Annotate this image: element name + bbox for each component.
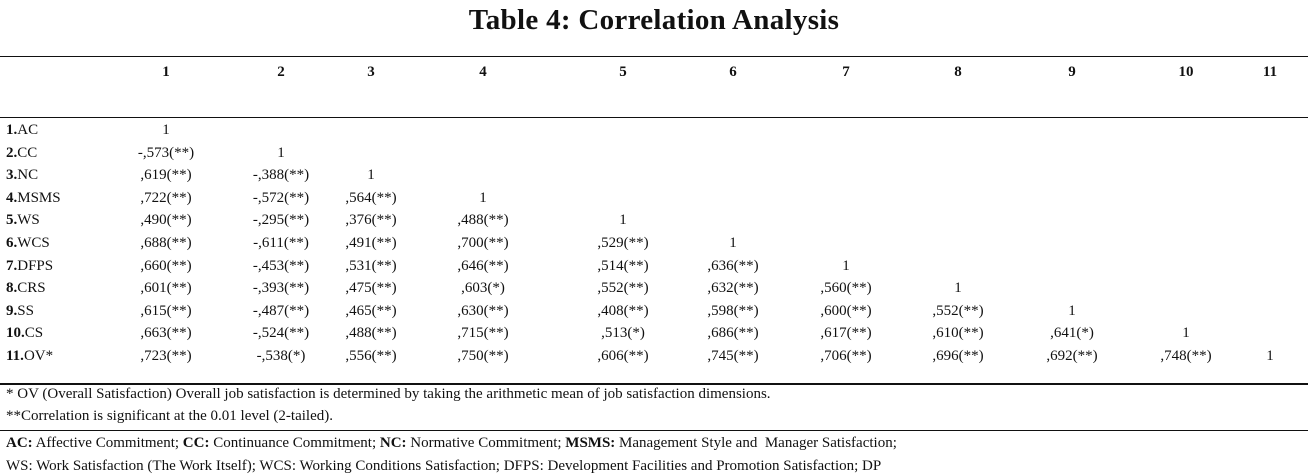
correlation-cell: ,488(**) (457, 212, 509, 229)
legend-abbreviation: NC: (379, 435, 407, 451)
row-abbreviation: WCS (17, 235, 50, 251)
correlation-cell: ,465(**) (345, 302, 397, 319)
row-abbreviation: SS (17, 302, 34, 319)
row-abbreviation: CS (24, 325, 44, 342)
correlation-cell: -,572(**) (252, 189, 310, 206)
table-row (0, 122, 1308, 144)
legend-abbreviation: AC: (6, 435, 33, 451)
row-number: 11. (6, 348, 24, 364)
correlation-cell: ,715(**) (457, 325, 509, 342)
row-label (6, 348, 53, 365)
abbreviation-legend-line-2: WS: Work Satisfaction (The Work Itself); WCS: Working Conditions Satisfaction; DFPS: Development Facilities and Promotion Satisfaction; DP (6, 458, 882, 474)
row-number: 6. (6, 235, 18, 251)
row-abbreviation: DFPS (17, 257, 54, 274)
table-row (0, 258, 1308, 280)
correlation-cell: 1 (842, 257, 850, 274)
column-header: 5 (619, 64, 627, 80)
correlation-cell: 1 (1182, 325, 1190, 342)
correlation-cell: ,475(**) (345, 280, 397, 297)
row-label (6, 235, 50, 252)
correlation-cell: ,560(**) (820, 280, 872, 297)
correlation-cell: 1 (162, 122, 170, 138)
table-title: Table 4: Correlation Analysis (468, 4, 840, 36)
correlation-cell: 1 (479, 189, 487, 206)
correlation-cell: ,686(**) (707, 325, 759, 342)
row-number: 3. (6, 167, 18, 184)
correlation-cell: ,564(**) (345, 189, 397, 206)
correlation-cell: ,600(**) (820, 302, 872, 319)
column-header: 6 (729, 64, 737, 80)
table-row (0, 190, 1308, 212)
footnote-significance: **Correlation is significant at the 0.01 level (2-tailed). (6, 408, 333, 424)
row-number: 10. (6, 325, 25, 342)
correlation-cell: ,490(**) (140, 212, 192, 229)
row-abbreviation: WS (17, 212, 40, 229)
correlation-cell: 1 (954, 280, 962, 297)
correlation-cell: -,573(**) (137, 144, 195, 161)
table-row (0, 235, 1308, 257)
column-header: 4 (479, 64, 487, 80)
table-row (0, 303, 1308, 325)
correlation-cell: ,408(**) (597, 302, 649, 319)
row-abbreviation: CRS (17, 280, 46, 297)
correlation-cell: ,606(**) (597, 348, 649, 364)
correlation-cell: -,487(**) (252, 302, 310, 319)
correlation-cell: ,603(*) (461, 280, 505, 297)
row-label (6, 280, 46, 297)
row-label (6, 325, 43, 342)
legend-abbreviation: CC: (182, 435, 210, 451)
row-number: 1. (6, 122, 18, 138)
correlation-cell: ,491(**) (345, 235, 397, 251)
legend-definition: Management Style and Manager Satisfaction; (615, 435, 897, 451)
correlation-cell: -,524(**) (252, 325, 310, 342)
row-label (6, 190, 61, 207)
column-header: 9 (1068, 64, 1076, 80)
table-row (0, 280, 1308, 302)
correlation-cell: ,688(**) (140, 235, 192, 251)
row-abbreviation: NC (17, 167, 39, 184)
correlation-cell: ,598(**) (707, 302, 759, 319)
row-label (6, 212, 40, 229)
column-header: 1 (162, 64, 170, 80)
table-row (0, 212, 1308, 234)
correlation-cell: ,636(**) (707, 257, 759, 274)
correlation-cell: ,552(**) (932, 302, 984, 319)
row-abbreviation: MSMS (17, 189, 61, 206)
table-row (0, 145, 1308, 167)
correlation-cell: ,745(**) (707, 348, 759, 364)
correlation-cell: -,388(**) (252, 167, 310, 184)
legend-definition: Continuance Commitment; (209, 435, 380, 451)
correlation-cell: ,748(**) (1160, 348, 1212, 364)
correlation-cell: ,663(**) (140, 325, 192, 342)
column-header: 7 (842, 64, 850, 80)
footnote-overall-satisfaction: * OV (Overall Satisfaction) Overall job satisfaction is determined by taking the arithmetic mean of job satisfaction dimensions. (6, 386, 771, 402)
row-number: 7. (6, 257, 18, 274)
correlation-cell: ,513(*) (601, 325, 645, 342)
correlation-cell: ,552(**) (597, 280, 649, 297)
correlation-cell: 1 (277, 144, 285, 161)
correlation-cell: ,610(**) (932, 325, 984, 342)
row-abbreviation: CC (17, 144, 38, 161)
body-rule (0, 383, 1308, 385)
correlation-cell: -,393(**) (252, 280, 310, 297)
correlation-cell: ,646(**) (457, 257, 509, 274)
row-number: 9. (6, 302, 18, 319)
correlation-cell: ,660(**) (140, 257, 192, 274)
column-header: 8 (954, 64, 962, 80)
column-header: 2 (277, 64, 285, 80)
correlation-cell: ,706(**) (820, 348, 872, 364)
correlation-cell: ,615(**) (140, 302, 192, 319)
correlation-cell: ,632(**) (707, 280, 759, 297)
correlation-cell: ,376(**) (345, 212, 397, 229)
correlation-cell: ,531(**) (345, 257, 397, 274)
row-label (6, 303, 34, 320)
column-header: 3 (367, 64, 375, 80)
correlation-cell: ,700(**) (457, 235, 509, 251)
correlation-cell: ,617(**) (820, 325, 872, 342)
correlation-cell: ,556(**) (345, 348, 397, 364)
column-header: 10 (1178, 64, 1194, 80)
correlation-cell: ,723(**) (140, 348, 192, 364)
row-abbreviation: OV* (23, 348, 54, 364)
correlation-cell: ,514(**) (597, 257, 649, 274)
row-label (6, 145, 37, 162)
row-number: 5. (6, 212, 18, 229)
correlation-cell: ,619(**) (140, 167, 192, 184)
table-row (0, 325, 1308, 347)
correlation-cell: -,453(**) (252, 257, 310, 274)
correlation-cell: ,750(**) (457, 348, 509, 364)
correlation-cell: 1 (619, 212, 627, 229)
row-abbreviation: AC (17, 122, 39, 138)
header-rule (0, 117, 1308, 118)
row-label (6, 167, 38, 184)
correlation-cell: 1 (729, 235, 737, 251)
correlation-cell: ,601(**) (140, 280, 192, 297)
correlation-cell: 1 (1068, 302, 1076, 319)
correlation-cell: 1 (1266, 348, 1274, 364)
correlation-cell: 1 (367, 167, 375, 184)
notes-rule (0, 430, 1308, 431)
correlation-cell: ,692(**) (1046, 348, 1098, 364)
correlation-cell: ,722(**) (140, 189, 192, 206)
abbreviation-legend (6, 435, 897, 452)
correlation-cell: ,529(**) (597, 235, 649, 251)
row-label (6, 122, 38, 139)
table-row (0, 348, 1308, 370)
correlation-cell: -,538(*) (256, 348, 306, 364)
top-rule (0, 56, 1308, 57)
correlation-cell: -,611(**) (253, 235, 309, 251)
legend-abbreviation: MSMS: (565, 435, 616, 451)
correlation-cell: ,641(*) (1050, 325, 1094, 342)
correlation-cell: ,488(**) (345, 325, 397, 342)
correlation-cell: ,630(**) (457, 302, 509, 319)
correlation-cell: -,295(**) (252, 212, 310, 229)
legend-definition: Normative Commitment; (406, 435, 566, 451)
column-header: 11 (1262, 64, 1278, 80)
legend-definition: Affective Commitment; (32, 435, 183, 451)
row-number: 4. (6, 189, 18, 206)
row-number: 8. (6, 280, 18, 297)
row-number: 2. (6, 144, 18, 161)
row-label (6, 258, 53, 275)
table-row (0, 167, 1308, 189)
correlation-cell: ,696(**) (932, 348, 984, 364)
